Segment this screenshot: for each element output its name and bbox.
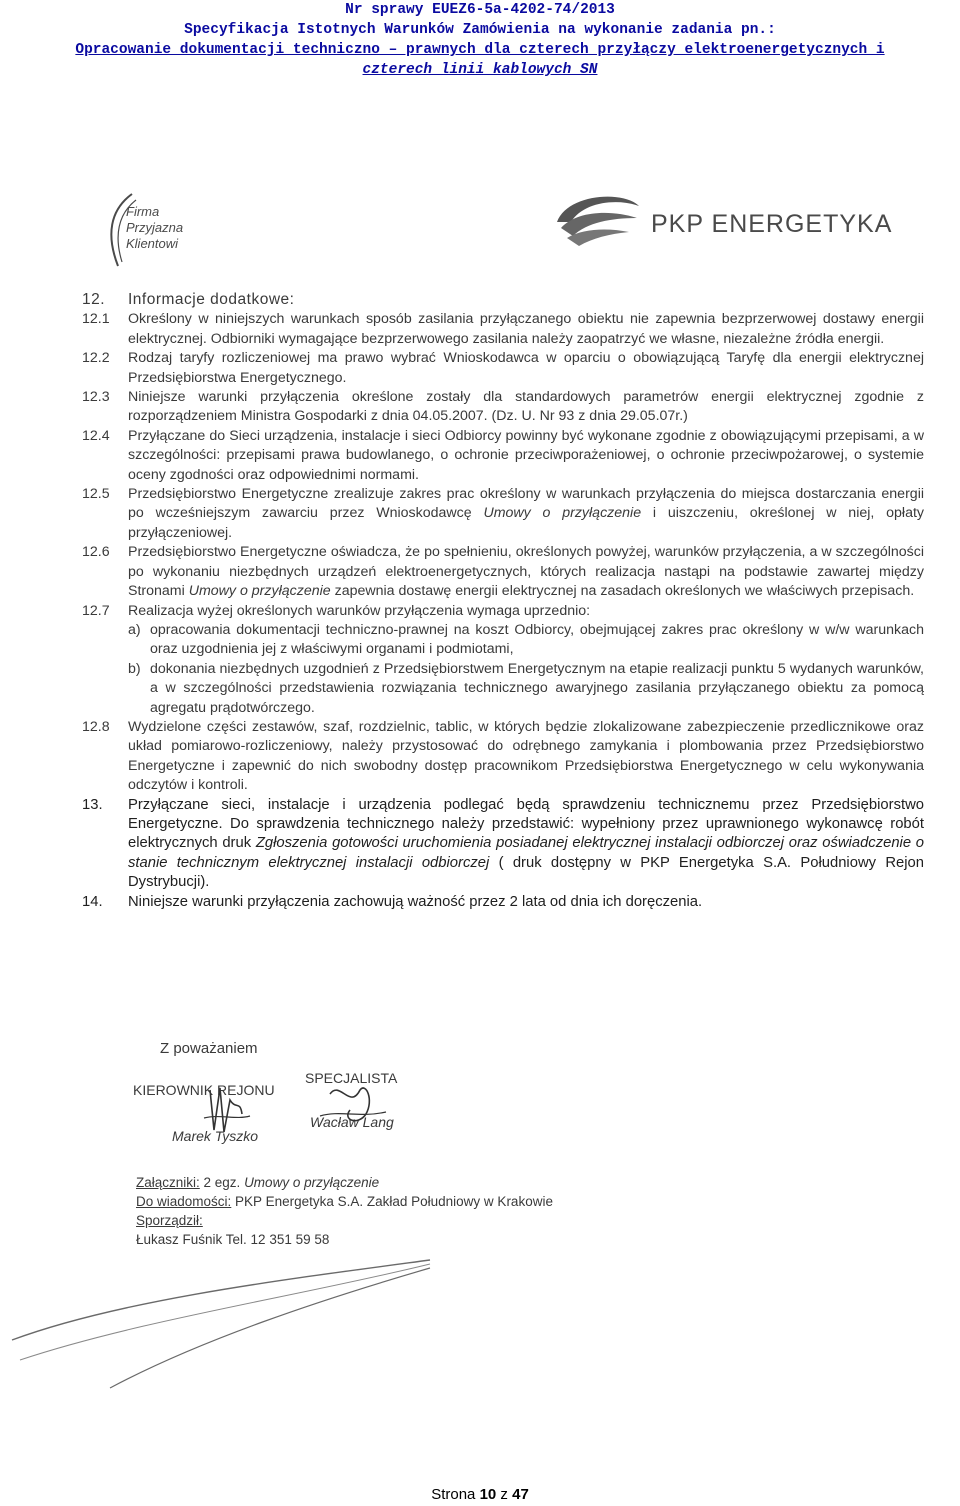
firma-przyjazna-logo — [100, 190, 210, 270]
attachment-value: Umowy o przyłączenie — [244, 1175, 380, 1190]
text-part: ( druk dostępny w PKP Energetyka S.A. Południowy Rejon Dystrybucji). — [128, 854, 924, 891]
section-12-4 — [82, 427, 924, 485]
task-title-line2: czterech linii kablowych SN — [362, 62, 598, 78]
section-text — [128, 602, 924, 718]
text-part: zapewnia dostawę energii elektrycznej na zasadach określonych we właściwych przepisach. — [330, 583, 915, 600]
brand-name: PKP ENERGETYKA — [651, 210, 893, 238]
logo-text-klientowi: Klientowi — [126, 236, 179, 251]
sub-item-a — [128, 621, 924, 660]
section-text: Przyłączane do Sieci urządzenia, instalacje i sieci Odbiorcy powinny być wykonane zgodnie z obowiązującymi przepisami, a w szczególności: przepisami prawa budowlanego, o ochronie przeciwporażeniowej, o ochronie przeciwpożarowej, o systemie oceny zgodności oraz odpowiednimi normami. — [128, 427, 924, 483]
section-intro: Realizacja wyżej określonych warunków przyłączenia wymaga uprzednio: — [128, 602, 591, 619]
info-line — [136, 1192, 553, 1211]
attachment-line — [136, 1173, 553, 1192]
info-label: Do wiadomości: — [136, 1194, 232, 1209]
prepared-by-value: Łukasz Fuśnik Tel. 12 351 59 58 — [136, 1232, 330, 1247]
spec-title: Specyfikacja Istotnych Warunków Zamówienia na wykonanie zadania pn.: — [184, 22, 776, 38]
scanned-letter — [0, 140, 960, 1400]
attachment-label: Załączniki: — [136, 1175, 200, 1190]
section-title: Informacje dodatkowe: — [128, 291, 295, 308]
text-part: Przedsiębiorstwo Energetyczne zrealizuje zakres prac określony w warunkach przyłączenia do miejsca dostarczania energii po wcześniejszym zawarciu przez Wnioskodawcę — [128, 486, 924, 522]
section-12-8 — [82, 718, 924, 796]
section-12 — [82, 290, 924, 309]
section-number: 14. — [82, 893, 103, 910]
section-12-1 — [82, 310, 924, 349]
pkp-energetyka-logo — [553, 188, 893, 248]
signer-left-name: Marek Tyszko — [172, 1128, 259, 1144]
section-12-3 — [82, 388, 924, 427]
signer-left-title: KIEROWNIK REJONU — [133, 1082, 275, 1098]
text-part: i uiszczeniu, określonej w niej, opłaty przyłączeniowej. — [128, 505, 924, 541]
section-text: Niniejsze warunki przyłączenia zachowują ważność przez 2 lata od dnia ich doręczenia. — [128, 893, 703, 910]
section-13 — [82, 796, 924, 893]
section-text: Niniejsze warunki przyłączenia określone zostały dla standardowych parametrów energii elektrycznej zgodnie z rozporządzeniem Ministra Gospodarki z dnia 04.05.2007. (Dz. U. Nr 93 z dnia 29.05.07r.) — [128, 389, 924, 425]
footer-mid: z — [496, 1486, 513, 1503]
section-text — [128, 796, 924, 893]
section-14 — [82, 893, 924, 912]
prepared-label: Sporządził: — [136, 1213, 203, 1228]
section-number: 12.6 — [82, 544, 110, 561]
section-number: 12. — [82, 291, 106, 308]
section-number: 13. — [82, 796, 103, 813]
closing-phrase: Z poważaniem — [160, 1040, 258, 1057]
section-number: 12.1 — [82, 311, 110, 328]
section-text: Wydzielone części zestawów, szaf, rozdzielnic, tablic, w których będzie zlokalizowane zabezpieczenie przedlicznikowe oraz układ pomiarowo-rozliczeniowy, należy przystosować do odrębnego zamykania i plombowania przez Przedsiębiorstwo Energetyczne i zapewnić do nich swobodny dostęp pracownikom Przedsiębiorstwa Energetycznego w celu wykonywania odczytów i kontroli. — [128, 718, 924, 794]
text-emphasis: Umowy o przyłączenie — [188, 583, 331, 600]
attachment-count: 2 egz. — [199, 1175, 245, 1190]
text-emphasis: Umowy o przyłączenie — [483, 505, 642, 522]
attachments-block — [136, 1173, 553, 1249]
section-number: 12.4 — [82, 427, 110, 444]
section-12-7 — [82, 602, 924, 718]
text-part: Przyłączane sieci, instalacje i urządzenia podlegać będą sprawdzeniu technicznemu przez Przedsiębiorstwo Energetyczne. Do sprawdzenia technicznego należy przedstawić: wypełniony przez uprawnionego wykonawcę robót elektrycznych druk — [128, 796, 924, 852]
section-text — [128, 543, 924, 601]
letter-body — [82, 290, 924, 912]
current-page: 10 — [479, 1486, 497, 1503]
sub-item-b — [128, 660, 924, 718]
section-number: 12.7 — [82, 602, 110, 619]
scan-edge-strokes — [0, 1240, 460, 1400]
task-title-line1: Opracowanie dokumentacji techniczno – prawnych dla czterech przyłączy elektroenergetycznych i — [75, 42, 885, 58]
footer-prefix: Strona — [431, 1486, 480, 1503]
section-number: 12.8 — [82, 718, 110, 735]
section-12-2 — [82, 349, 924, 388]
document-header — [0, 0, 960, 80]
section-12-6 — [82, 543, 924, 601]
section-text — [128, 485, 924, 543]
page-footer — [0, 1486, 960, 1503]
sub-label: b) — [128, 660, 141, 677]
logo-text-firma: Firma — [126, 204, 160, 219]
section-text: Rodzaj taryfy rozliczeniowej ma prawo wybrać Wnioskodawca w oparciu o obowiązującą Taryfę dla energii elektrycznej Przedsiębiorstwa Energetycznego. — [128, 350, 924, 386]
logo-text-przyjazna: Przyjazna — [126, 220, 184, 235]
section-number: 12.5 — [82, 486, 110, 503]
sub-label: a) — [128, 621, 141, 638]
case-number: Nr sprawy EUEZ6-5a-4202-74/2013 — [345, 2, 615, 18]
sub-text: dokonania niezbędnych uzgodnień z Przedsiębiorstwem Energetycznym na etapie realizacji punktu 5 wydanych warunków, a w szczególności przedstawienia rozwiązania technicznego awaryjnego zasilania przyłączanego obiektu za pomocą agregatu prądotwórczego. — [150, 660, 924, 716]
prepared-by-line — [136, 1211, 553, 1230]
handwritten-signatures — [190, 1070, 420, 1150]
text-part: Przedsiębiorstwo Energetyczne oświadcza, że po spełnieniu, określonych powyżej, warunków przyłączenia, a w szczególności po wykonaniu niezbędnych urządzeń elektroenergetycznych, których realizacja nastąpi na podstawie zawartej między Stronami — [128, 544, 924, 600]
info-value: PKP Energetyka S.A. Zakład Południowy w Krakowie — [231, 1194, 553, 1209]
section-text: Określony w niniejszych warunkach sposób zasilania przyłączanego obiektu nie zapewnia bezprzerwowej dostawy energii elektrycznej. Odbiorniki wymagające bezprzerwowego zasilania należy zaopatrzyć we własne, niezależne źródła energii. — [128, 311, 924, 347]
signer-right-name: Wacław Lang — [310, 1114, 394, 1130]
signer-right-title: SPECJALISTA — [305, 1070, 398, 1086]
section-number: 12.3 — [82, 389, 110, 406]
section-12-5 — [82, 485, 924, 543]
section-number: 12.2 — [82, 350, 110, 367]
total-pages: 47 — [512, 1486, 529, 1503]
text-emphasis: Zgłoszenia gotowości uruchomienia posiadanej elektrycznej instalacji odbiorczej oraz oświadczenie o stanie technicznym elektrycznej instalacji odbiorczej — [128, 835, 924, 871]
pkp-emblem-icon — [553, 188, 643, 248]
sub-text: opracowania dokumentacji techniczno-prawnej na koszt Odbiorcy, obejmującej zakres prac określony w w/w warunkach oraz uzgodnienia jej z właściwymi organami i podmiotami, — [150, 621, 924, 658]
